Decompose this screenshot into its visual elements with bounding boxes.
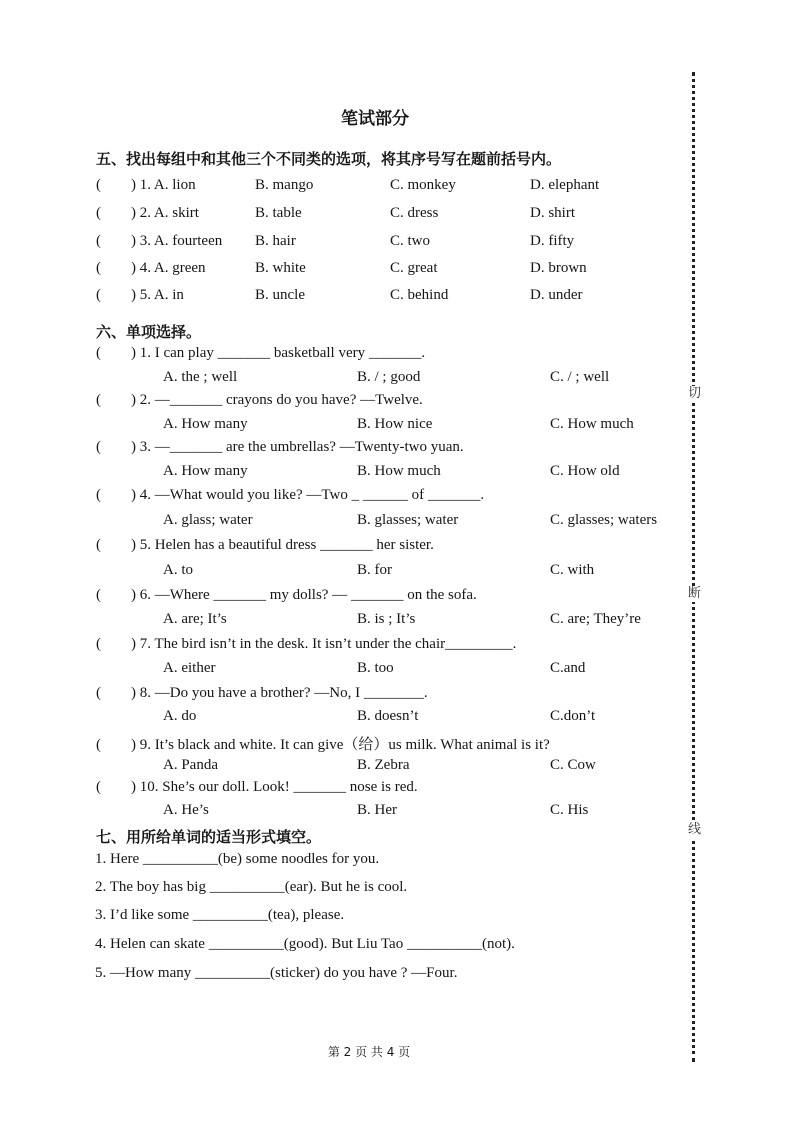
binding-label-line: 线 xyxy=(688,822,702,837)
option-b: B. is ; It’s xyxy=(357,611,416,627)
option-c: C. How old xyxy=(550,463,620,479)
option-a: A. do xyxy=(163,708,197,724)
answer-bracket: ( xyxy=(96,737,101,753)
question-text: ) 4. —What would you like? —Two _ ______ of _______. xyxy=(131,487,485,503)
question-text: ) 2. —_______ crayons do you have? —Twelve. xyxy=(131,392,423,408)
option-d: D. under xyxy=(530,287,583,303)
answer-bracket: ( xyxy=(96,392,101,408)
question-option-a: ) 5. A. in xyxy=(131,287,184,303)
option-d: D. elephant xyxy=(530,177,600,193)
binding-dotted-line xyxy=(692,72,699,1062)
answer-bracket: ( xyxy=(96,177,101,193)
option-d: D. fifty xyxy=(530,233,575,249)
option-b: B. / ; good xyxy=(357,369,421,385)
fill-blank-item-2: 2. The boy has big __________(ear). But he is cool. xyxy=(95,879,408,895)
option-b: B. Her xyxy=(357,802,397,818)
option-c: C. dress xyxy=(390,205,439,221)
question-text: ) 8. —Do you have a brother? —No, I ________. xyxy=(131,685,428,701)
page-title: 笔试部分 xyxy=(341,109,409,129)
binding-label-break: 断 xyxy=(688,586,702,601)
s6-choices-9 xyxy=(163,757,723,779)
option-c: C. / ; well xyxy=(550,369,610,385)
answer-bracket: ( xyxy=(96,345,101,361)
option-c: C. are; They’re xyxy=(550,611,641,627)
option-b: B. for xyxy=(357,562,392,578)
s6-question-9 xyxy=(96,733,550,754)
option-c: C.and xyxy=(550,660,586,676)
answer-bracket: ( xyxy=(96,779,101,795)
question-text: ) 7. The bird isn’t in the desk. It isn’t under the chair_________. xyxy=(131,636,517,652)
option-a: A. the ; well xyxy=(163,369,238,385)
option-a: A. are; It’s xyxy=(163,611,227,627)
s6-question-3 xyxy=(96,439,464,456)
section-5-heading: 五、找出每组中和其他三个不同类的选项，将其序号写在题前括号内。 xyxy=(96,150,562,168)
option-b: B. Zebra xyxy=(357,757,410,773)
answer-bracket: ( xyxy=(96,233,101,249)
question-text: ) 3. —_______ are the umbrellas? —Twenty-two yuan. xyxy=(131,439,464,455)
option-a: A. Panda xyxy=(163,757,218,773)
option-b: B. mango xyxy=(255,177,314,193)
s6-choices-3 xyxy=(163,463,723,485)
s6-choices-2 xyxy=(163,416,723,438)
option-c: C. behind xyxy=(390,287,449,303)
option-c: C. How much xyxy=(550,416,634,432)
section-6-heading: 六、单项选择。 xyxy=(96,323,202,341)
option-a: A. He’s xyxy=(163,802,209,818)
s6-question-6 xyxy=(96,587,477,604)
option-c: C. monkey xyxy=(390,177,456,193)
option-c: C. great xyxy=(390,260,438,276)
option-c: C. His xyxy=(550,802,589,818)
answer-bracket: ( xyxy=(96,636,101,652)
question-text: ) 1. I can play _______ basketball very _______. xyxy=(131,345,426,361)
option-b: B. uncle xyxy=(255,287,305,303)
answer-bracket: ( xyxy=(96,537,101,553)
question-text: ) 5. Helen has a beautiful dress _______ her sister. xyxy=(131,537,434,553)
answer-bracket: ( xyxy=(96,205,101,221)
option-b: B. How nice xyxy=(357,416,433,432)
question-option-a: ) 2. A. skirt xyxy=(131,205,199,221)
option-b: B. How much xyxy=(357,463,441,479)
option-a: A. to xyxy=(163,562,193,578)
section-7-heading: 七、用所给单词的适当形式填空。 xyxy=(96,828,322,846)
option-b: B. doesn’t xyxy=(357,708,419,724)
question-text: ) 9. It’s black and white. It can give（给）us milk. What animal is it? xyxy=(131,737,550,753)
fill-blank-item-4: 4. Helen can skate __________(good). But Liu Tao __________(not). xyxy=(95,936,515,952)
option-c: C. glasses; waters xyxy=(550,512,658,528)
s6-choices-10 xyxy=(163,802,723,824)
s6-question-4 xyxy=(96,487,484,504)
s6-question-8 xyxy=(96,685,428,702)
option-c: C.don’t xyxy=(550,708,596,724)
answer-bracket: ( xyxy=(96,587,101,603)
option-b: B. white xyxy=(255,260,306,276)
fill-blank-item-5: 5. —How many __________(sticker) do you have ? —Four. xyxy=(95,965,458,981)
option-a: A. either xyxy=(163,660,216,676)
s6-question-10 xyxy=(96,779,418,796)
s6-question-1 xyxy=(96,345,425,362)
s6-choices-7 xyxy=(163,660,723,682)
option-b: B. too xyxy=(357,660,394,676)
question-text: ) 6. —Where _______ my dolls? — _______ on the sofa. xyxy=(131,587,477,603)
option-a: A. How many xyxy=(163,416,248,432)
answer-bracket: ( xyxy=(96,487,101,503)
option-a: A. How many xyxy=(163,463,248,479)
s6-question-2 xyxy=(96,392,423,409)
answer-bracket: ( xyxy=(96,287,101,303)
fill-blank-item-3: 3. I’d like some __________(tea), please. xyxy=(95,907,345,923)
binding-label-cut: 切 xyxy=(688,386,702,401)
option-c: C. with xyxy=(550,562,595,578)
option-b: B. table xyxy=(255,205,302,221)
option-d: D. brown xyxy=(530,260,587,276)
answer-bracket: ( xyxy=(96,685,101,701)
fill-blank-item-1: 1. Here __________(be) some noodles for you. xyxy=(95,851,380,867)
option-c: C. two xyxy=(390,233,431,249)
answer-bracket: ( xyxy=(96,439,101,455)
question-text: ) 10. She’s our doll. Look! _______ nose is red. xyxy=(131,779,418,795)
option-c: C. Cow xyxy=(550,757,596,773)
s6-question-5 xyxy=(96,537,434,554)
question-option-a: ) 3. A. fourteen xyxy=(131,233,223,249)
question-option-a: ) 4. A. green xyxy=(131,260,206,276)
option-b: B. hair xyxy=(255,233,296,249)
question-option-a: ) 1. A. lion xyxy=(131,177,196,193)
s6-choices-4 xyxy=(163,512,723,534)
s6-choices-6 xyxy=(163,611,723,633)
option-d: D. shirt xyxy=(530,205,575,221)
s6-choices-1 xyxy=(163,369,723,391)
s6-choices-8 xyxy=(163,708,723,730)
s6-choices-5 xyxy=(163,562,723,584)
s6-question-7 xyxy=(96,636,516,653)
option-a: A. glass; water xyxy=(163,512,253,528)
answer-bracket: ( xyxy=(96,260,101,276)
page-number-footer: 第 2 页 共 4 页 xyxy=(327,1045,411,1059)
option-b: B. glasses; water xyxy=(357,512,459,528)
